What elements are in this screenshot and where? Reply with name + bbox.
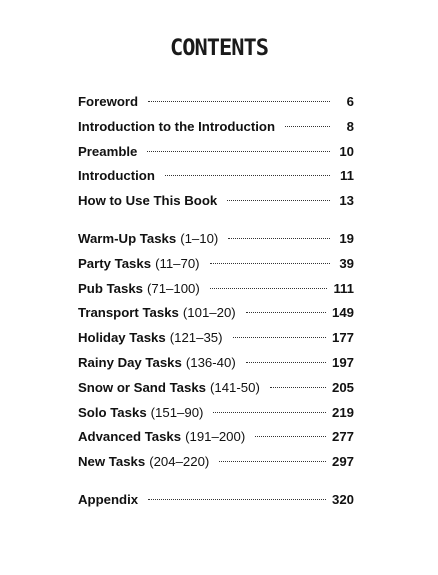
toc-entry[interactable] <box>78 115 354 140</box>
toc-entry[interactable] <box>78 351 354 376</box>
entry-range: (1–10) <box>180 231 219 246</box>
dot-leader <box>227 200 330 201</box>
entry-title: Advanced Tasks <box>78 429 182 445</box>
entry-page-number: 205 <box>331 379 354 395</box>
entry-title: Introduction to the Introduction <box>78 118 276 134</box>
toc-entry[interactable] <box>78 189 354 214</box>
entry-page-number: 177 <box>331 330 354 346</box>
entry-title: Pub Tasks <box>78 280 143 296</box>
entry-page-number: 277 <box>331 429 354 445</box>
entry-page-number: 111 <box>333 280 354 296</box>
dot-leader <box>147 151 330 152</box>
entry-range: (101–20) <box>182 305 236 321</box>
entry-title: Solo Tasks <box>78 404 147 420</box>
toc-entry[interactable] <box>78 488 354 513</box>
toc-entry[interactable] <box>78 425 354 450</box>
entry-title: Appendix <box>78 492 139 507</box>
dot-leader <box>270 387 326 388</box>
entry-page-number: 19 <box>339 231 354 246</box>
entry-page-number: 297 <box>331 454 354 470</box>
entry-range: (151–90) <box>150 404 204 420</box>
entry-title: Party Tasks <box>78 255 152 271</box>
entry-title: Transport Tasks <box>78 305 179 321</box>
dot-leader <box>246 362 326 363</box>
entry-title: Preamble <box>78 143 138 159</box>
dot-leader <box>213 412 326 413</box>
entry-page-number: 197 <box>331 354 354 370</box>
dot-leader <box>148 499 326 500</box>
toc-back-matter <box>78 488 354 513</box>
dot-leader <box>255 436 326 437</box>
toc-entry[interactable] <box>78 301 354 326</box>
dot-leader <box>228 238 330 239</box>
entry-page-number: 8 <box>346 118 354 134</box>
toc-entry[interactable] <box>78 164 354 189</box>
entry-range: (204–220) <box>149 454 210 470</box>
entry-title: Rainy Day Tasks <box>78 354 182 370</box>
entry-page-number: 11 <box>340 168 354 184</box>
entry-range: (141-50) <box>210 379 260 395</box>
entry-page-number: 39 <box>339 255 354 271</box>
toc-front-matter <box>78 90 354 214</box>
entry-title: Snow or Sand Tasks <box>78 379 206 395</box>
entry-page-number: 320 <box>331 492 354 507</box>
dot-leader <box>233 337 326 338</box>
dot-leader <box>210 263 330 264</box>
entry-title: Holiday Tasks <box>78 330 166 346</box>
entry-page-number: 149 <box>331 305 354 321</box>
dot-leader <box>219 461 326 462</box>
entry-range: (136-40) <box>185 354 236 370</box>
toc-entry[interactable] <box>78 450 354 475</box>
entry-title: Warm-Up Tasks <box>78 231 177 246</box>
entry-page-number: 219 <box>331 404 354 420</box>
toc-entry[interactable] <box>78 227 354 252</box>
entry-page-number: 10 <box>339 143 354 159</box>
dot-leader <box>148 101 330 102</box>
entry-range: (191–200) <box>185 429 246 445</box>
entry-page-number: 13 <box>339 193 354 209</box>
entry-title: Introduction <box>78 168 155 184</box>
toc-entry[interactable] <box>78 140 354 165</box>
entry-title: New Tasks <box>78 454 146 470</box>
dot-leader <box>285 126 330 127</box>
dot-leader <box>210 288 328 289</box>
toc-entry[interactable] <box>78 90 354 115</box>
entry-range: (71–100) <box>146 280 200 296</box>
toc-task-chapters <box>78 227 354 475</box>
toc-entry[interactable] <box>78 326 354 351</box>
toc-entry[interactable] <box>78 401 354 426</box>
entry-page-number: 6 <box>346 94 354 109</box>
dot-leader <box>165 175 330 176</box>
toc-entry[interactable] <box>78 376 354 401</box>
entry-range: (11–70) <box>155 255 200 271</box>
entry-title: Foreword <box>78 94 139 109</box>
entry-range: (121–35) <box>169 330 223 346</box>
entry-title: How to Use This Book <box>78 193 218 209</box>
toc-entry[interactable] <box>78 252 354 277</box>
dot-leader <box>246 312 326 313</box>
toc-entry[interactable] <box>78 277 354 302</box>
page-title: CONTENTS <box>170 36 268 61</box>
